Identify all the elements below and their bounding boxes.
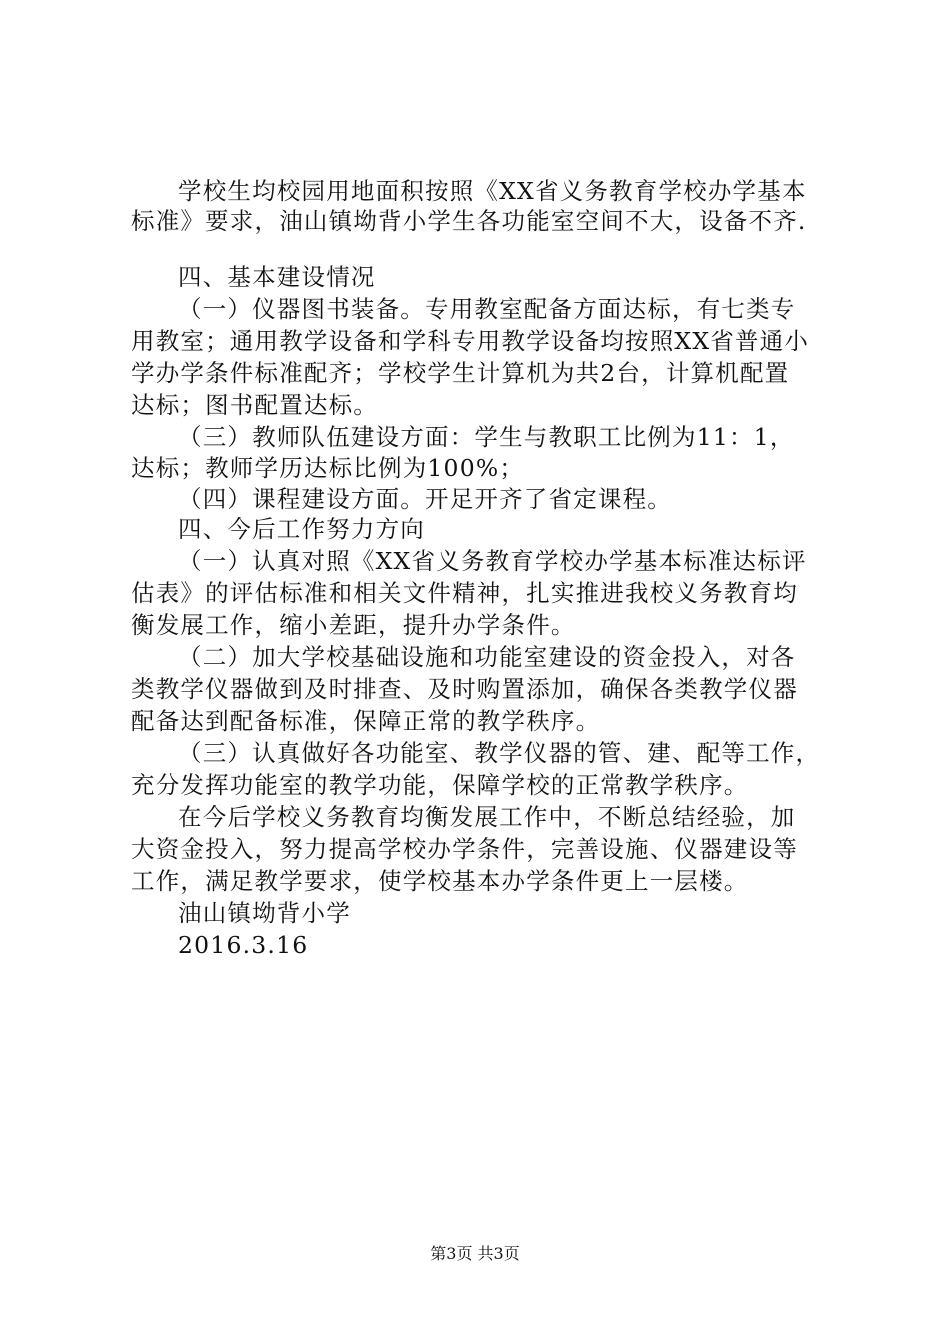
paragraph-line: 在今后学校义务教育均衡发展工作中，不断总结经验，加 bbox=[178, 803, 796, 831]
signature-organization: 油山镇坳背小学 bbox=[178, 899, 351, 927]
paragraph-line: （三）认真做好各功能室、教学仪器的管、建、配等工作， bbox=[178, 739, 821, 767]
paragraph-line: （四）课程建设方面。开足开齐了省定课程。 bbox=[178, 485, 672, 513]
section-heading: 四、基本建设情况 bbox=[178, 263, 376, 291]
signature-date: 2016.3.16 bbox=[178, 931, 309, 959]
paragraph-line: 学办学条件标准配齐；学校学生计算机为共2台，计算机配置 bbox=[131, 359, 790, 387]
paragraph-line: 估表》的评估标准和相关文件精神，扎实推进我校义务教育均 bbox=[131, 579, 798, 607]
paragraph-line: 衡发展工作，缩小差距，提升办学条件。 bbox=[131, 611, 576, 639]
paragraph-line: （二）加大学校基础设施和功能室建设的资金投入，对各 bbox=[178, 643, 796, 671]
paragraph-line: （一）认真对照《XX省义务教育学校办学基本标准达标评 bbox=[178, 547, 807, 575]
paragraph-line: 工作，满足教学要求，使学校基本办学条件更上一层楼。 bbox=[131, 867, 749, 895]
paragraph-line: 充分发挥功能室的教学功能，保障学校的正常教学秩序。 bbox=[131, 771, 749, 799]
paragraph-line: 达标；图书配置达标。 bbox=[131, 391, 378, 419]
paragraph-line: 用教室；通用教学设备和学科专用教学设备均按照XX省普通小 bbox=[131, 327, 810, 355]
section-heading: 四、今后工作努力方向 bbox=[178, 515, 425, 543]
paragraph-line: （三）教师队伍建设方面：学生与教职工比例为11：1， bbox=[178, 423, 795, 451]
paragraph-line: 达标；教师学历达标比例为100%； bbox=[131, 454, 525, 482]
paragraph-line: 类教学仪器做到及时排查、及时购置添加，确保各类教学仪器 bbox=[131, 675, 798, 703]
paragraph-line: 学校生均校园用地面积按照《XX省义务教育学校办学基本 bbox=[178, 177, 807, 205]
paragraph-line: （一）仪器图书装备。专用教室配备方面达标，有七类专 bbox=[178, 295, 796, 323]
page-footer: 第3页 共3页 bbox=[430, 1244, 520, 1263]
paragraph-line: 配备达到配备标准，保障正常的教学秩序。 bbox=[131, 707, 601, 735]
paragraph-line: 标准》要求，油山镇坳背小学生各功能室空间不大，设备不齐. bbox=[131, 207, 807, 235]
paragraph-line: 大资金投入，努力提高学校办学条件，完善设施、仪器建设等 bbox=[131, 835, 798, 863]
